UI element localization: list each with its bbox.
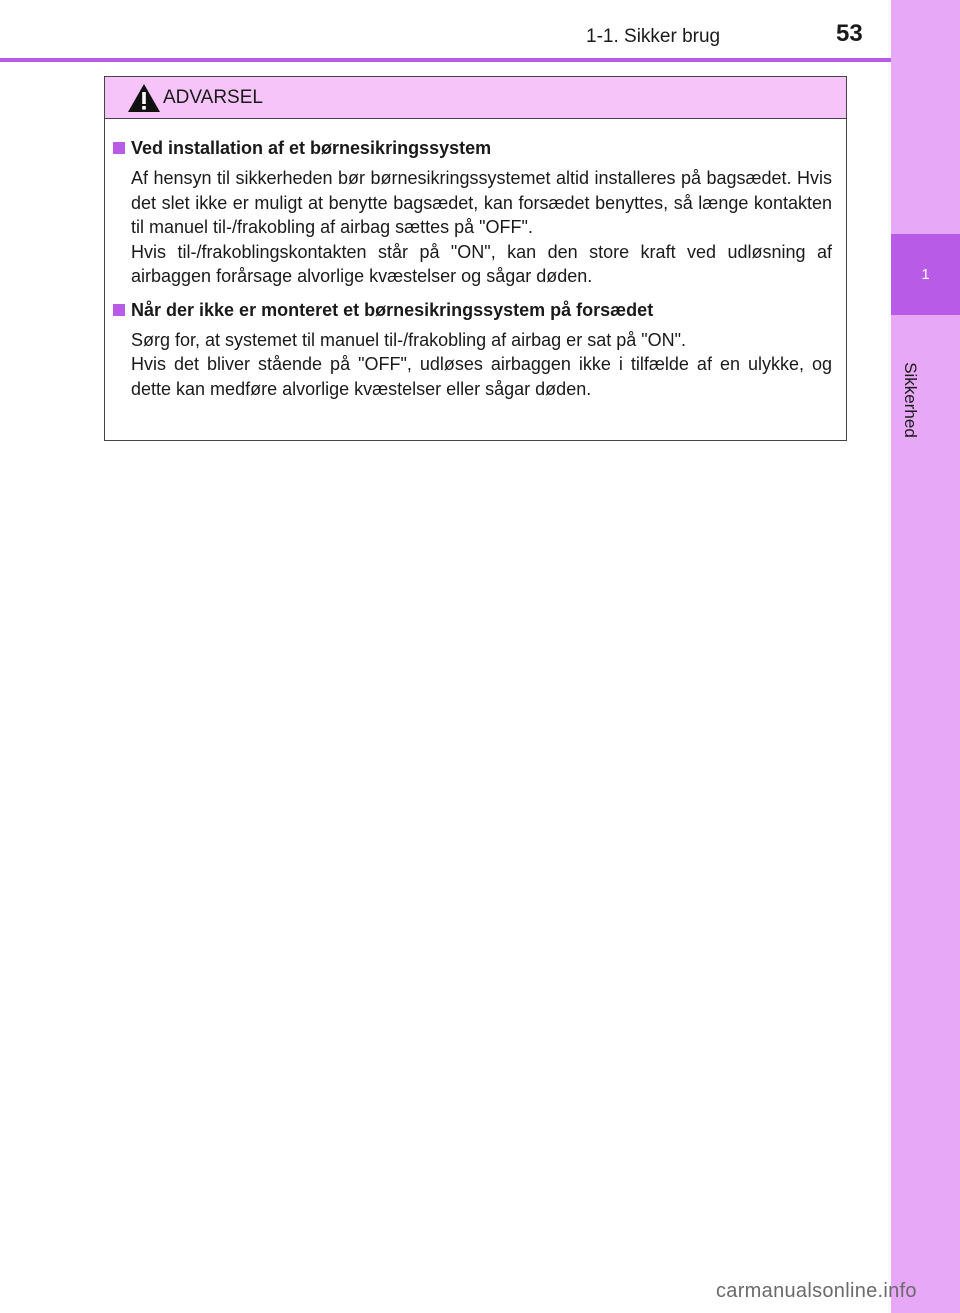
watermark: carmanualsonline.info xyxy=(716,1280,917,1302)
warning-box xyxy=(104,76,847,441)
warning-item-heading xyxy=(113,135,832,161)
warning-item xyxy=(113,135,832,289)
chapter-label-text: Sikkerhed xyxy=(901,362,921,438)
paragraph: Hvis til-/frakoblingskontakten står på "ON", kan den store kraft ved udløsning af airbaggen forårsage alvorlige kvæstelser og sågar døden. xyxy=(131,241,832,286)
square-bullet-icon xyxy=(113,142,125,154)
chapter-number: 1 xyxy=(921,266,930,283)
square-bullet-icon xyxy=(113,304,125,316)
warning-item xyxy=(113,297,832,402)
warning-body xyxy=(105,119,846,401)
paragraph: Hvis det bliver stående på "OFF", udløses airbaggen ikke i tilfælde af en ulykke, og dette kan medføre alvorlige kvæstelser eller sågar døden. xyxy=(131,354,832,399)
warning-item-text xyxy=(131,166,832,289)
warning-item-heading-text: Når der ikke er monteret et børnesikringssystem på forsædet xyxy=(131,299,654,320)
warning-triangle-icon xyxy=(127,83,161,113)
warning-item-text xyxy=(131,328,832,402)
warning-header xyxy=(105,77,846,119)
section-title: 1-1. Sikker brug xyxy=(586,26,721,47)
warning-item-heading-text: Ved installation af et børnesikringssystem xyxy=(131,138,492,158)
warning-item-heading xyxy=(113,297,832,323)
side-tab-strip xyxy=(891,0,960,1313)
header-divider xyxy=(0,58,891,62)
chapter-tab[interactable] xyxy=(891,234,960,315)
paragraph: Sørg for, at systemet til manuel til-/frakobling af airbag er sat på "ON". xyxy=(131,329,687,350)
warning-title: ADVARSEL xyxy=(163,87,263,108)
page-number: 53 xyxy=(836,20,863,47)
chapter-label xyxy=(880,355,940,445)
paragraph: Af hensyn til sikkerheden bør børnesikringssystemet altid installeres på bagsædet. Hvis det slet ikke er muligt at benytte bagsædet, kan forsædet benyttes, så længe kontakten til manuel til-/frakobling af airbag sættes på "OFF". xyxy=(131,168,832,237)
